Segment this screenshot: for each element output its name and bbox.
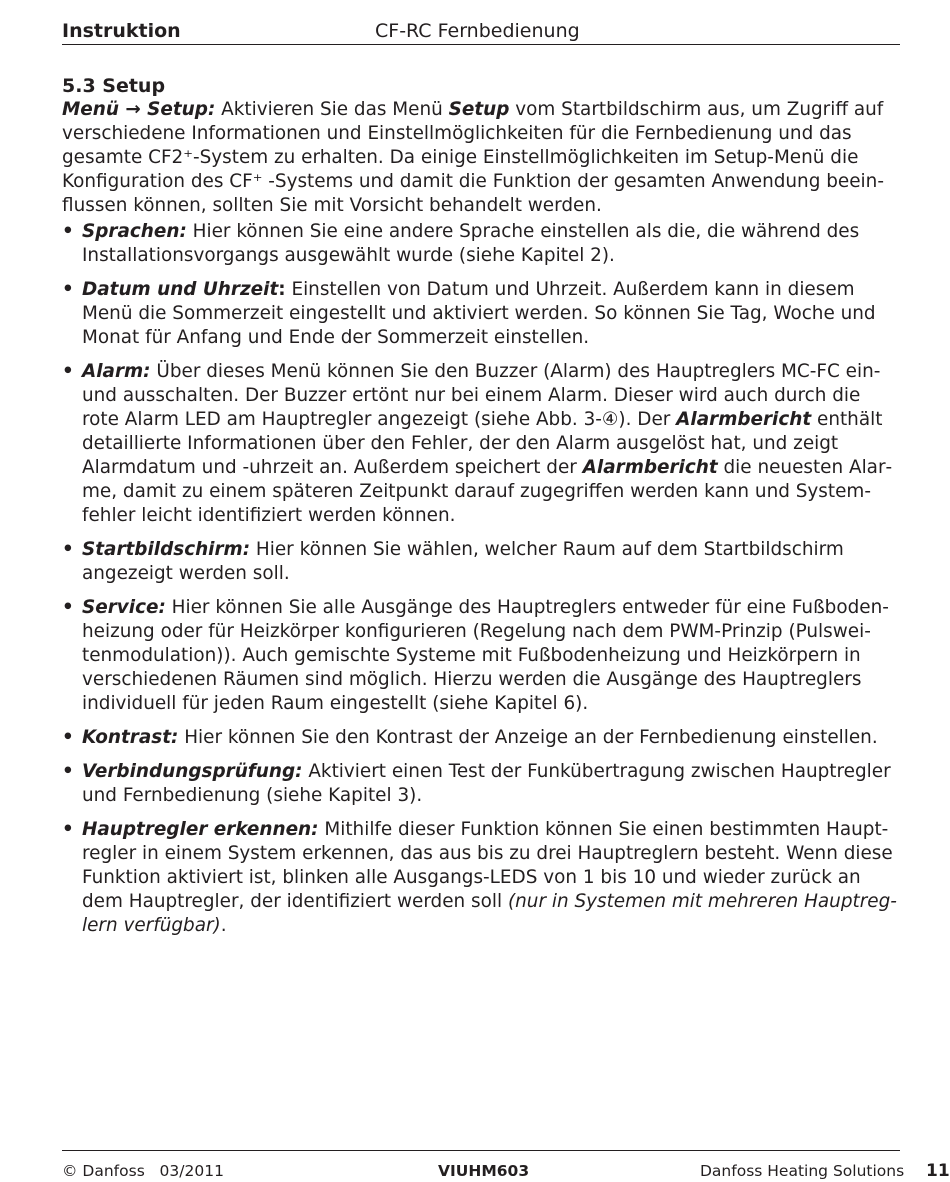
item-text: Über dieses Menü können Sie den Buzzer (Alarm) des Hauptreglers MC-FC ein- und ausschalten. Der Buzzer ertönt nur bei einem Alarm. Dieser wird auch durch die rote Alarm LED am Hauptregler angezeigt (siehe Abb. 3-④). Der [82,361,881,430]
footer-document-code: VIUHM603 [438,1162,530,1180]
list-item-alarm [62,360,902,528]
item-term: Hauptregler erkennen: [82,819,319,840]
list-item-service [62,596,902,716]
item-term: Alarm: [82,361,151,382]
intro-text: vom Startbildschirm aus, um Zugriff auf verschiedene Informationen und Einstellmöglichkeiten für die Fernbedienung und das gesamte CF2⁺-System zu erhalten. Da einige Einstellmöglichkeiten im Setup-Menü die Konfiguration des CF⁺ -Systems und damit die Funktion der gesamten Anwendung beeinflussen können, sollten Sie mit Vorsicht behandelt werden. [62,99,884,216]
item-term: Sprachen: [82,221,187,242]
list-item-sprachen [62,220,902,268]
list-item-datum [62,278,902,350]
list-item-kontrast [62,726,902,750]
item-text: Mithilfe dieser Funktion können Sie einen bestimmten Hauptregler in einem System erkennen, das aus bis zu drei Hauptreglern besteht. Wenn diese Funktion aktiviert ist, blinken alle Ausgangs-LEDS von 1 bis 10 und wieder zurück an dem Hauptregler, der identifiziert werden soll [82,819,893,912]
list-item-verbindung [62,760,902,808]
item-text: enthält detaillierte Informationen über den Fehler, der den Alarm ausgelöst hat, und zeigt Alarmdatum und -uhrzeit an. Außerdem speichert der [82,409,883,478]
item-text: Hier können Sie eine andere Sprache einstellen als die, die während des Installationsvorgangs ausgewählt wurde (siehe Kapitel 2). [82,221,860,266]
item-text: Hier können Sie alle Ausgänge des Hauptreglers entweder für eine Fußbodenheizung oder für Heizkörper konfigurieren (Regelung nach dem PWM-Prinzip (Pulsweitenmodulation)). Auch gemischte Systeme mit Fußbodenheizung und Heizkörpern in verschiedenen Räumen sind möglich. Hierzu werden die Ausgänge des Hauptreglers individuell für jeden Raum eingestellt (siehe Kapitel 6). [82,597,889,714]
item-note: (nur in Systemen mit mehreren Hauptreglern verfügbar) [82,891,897,936]
item-term: Kontrast: [82,727,179,748]
item-colon: : [278,279,286,300]
item-text: die neuesten Alarme, damit zu einem späteren Zeitpunkt darauf zugegriffen werden kann und Systemfehler leicht identifiziert werden können. [82,457,893,526]
footer-copyright: © Danfoss 03/2011 [62,1162,224,1180]
page-number: 11 [926,1161,950,1181]
header-section-title: Instruktion [62,20,181,42]
item-term: Alarmbericht [582,457,718,478]
footer-company: Danfoss Heating Solutions [700,1162,905,1180]
footer-divider [62,1150,900,1151]
list-item-startbildschirm [62,538,902,586]
item-text: Hier können Sie den Kontrast der Anzeige an der Fernbedienung einstellen. [178,727,878,748]
item-text: Einstellen von Datum und Uhrzeit. Außerdem kann in diesem Menü die Sommerzeit eingestellt und aktiviert werden. So können Sie Tag, Woche und Monat für Anfang und Ende der Sommerzeit einstellen. [82,279,876,348]
item-text: Aktiviert einen Test der Funkübertragung zwischen Hauptregler und Fernbedienung (siehe Kapitel 3). [82,761,891,806]
item-term: Verbindungsprüfung: [82,761,303,782]
list-item-hauptregler [62,818,902,938]
page-header [62,18,900,45]
item-text: . [220,915,227,936]
item-term: Startbildschirm: [82,539,251,560]
item-term: Datum und Uhrzeit [82,279,279,300]
setup-term: Setup [448,99,510,120]
page-footer [62,1150,950,1181]
page-content [62,74,902,948]
intro-paragraph [62,98,902,218]
section-heading: 5.3 Setup [62,75,166,97]
setup-menu-list [62,220,902,938]
header-document-title: CF-RC Fernbedienung [375,20,580,42]
item-term: Alarmbericht [676,409,812,430]
item-text: Hier können Sie wählen, welcher Raum auf dem Startbildschirm angezeigt werden soll. [82,539,844,584]
menu-path: Menü → Setup: [62,99,216,120]
intro-text: Aktivieren Sie das Menü [215,99,449,120]
item-term: Service: [82,597,166,618]
